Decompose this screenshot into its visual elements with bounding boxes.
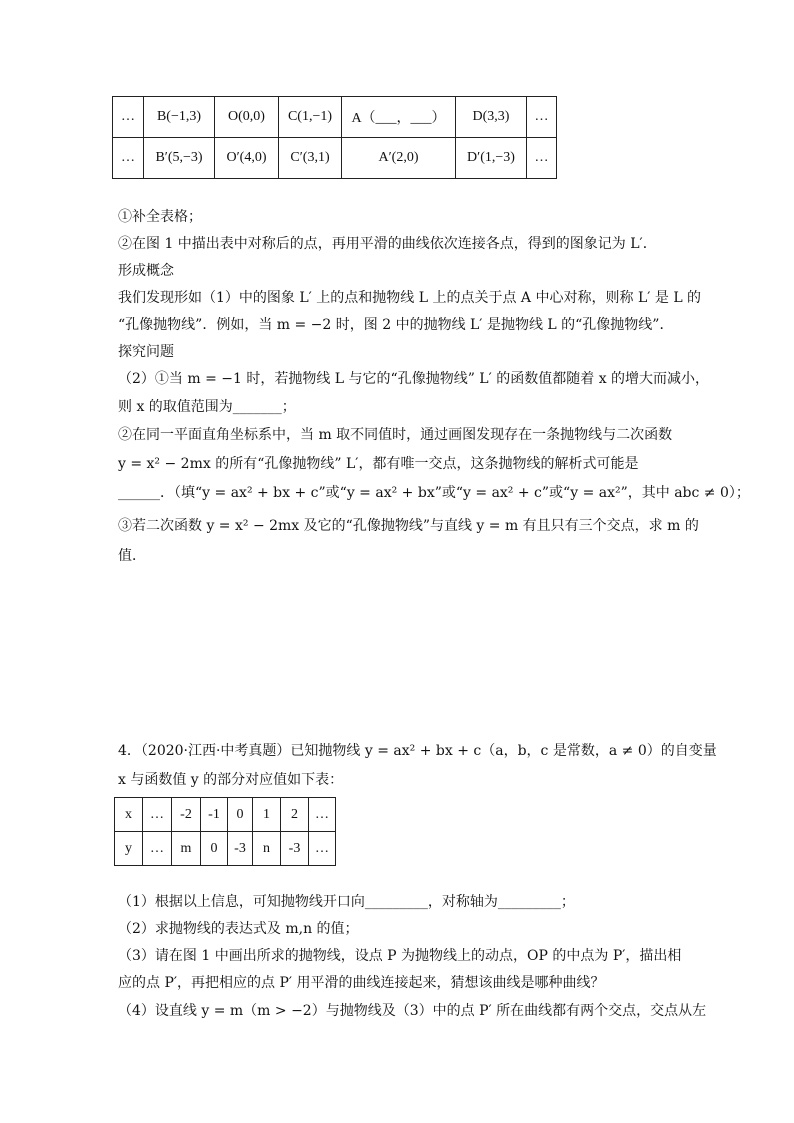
- table-cell: …: [143, 832, 172, 866]
- table-cell: …: [309, 832, 336, 866]
- text-line: ③若二次函数 y = x² − 2mx 及它的“孔像抛物线”与直线 y = m 有且只有三个交点，求 m 的: [118, 518, 699, 534]
- text-line: 我们发现形如（1）中的图象 L′ 上的点和抛物线 L 上的点关于点 A 中心对称，则称 L′ 是 L 的: [118, 290, 702, 306]
- table-cell: -3: [228, 832, 253, 866]
- table-cell: D′(1,−3): [456, 138, 527, 179]
- coordinate-table: [112, 96, 557, 179]
- text-line: y = x² − 2mx 的所有“孔像抛物线” L′，都有唯一交点，这条抛物线的解析式可能是: [118, 456, 639, 472]
- subquestion: （2）求抛物线的表达式及 m,n 的值；: [118, 921, 359, 937]
- table-cell: …: [143, 798, 172, 832]
- text-line: “孔像抛物线”．例如，当 m = −2 时，图 2 中的抛物线 L′ 是抛物线 L 的“孔像抛物线”．: [118, 317, 674, 333]
- table-cell: -1: [201, 798, 228, 832]
- question-stem: 4．（2020·江西·中考真题）已知抛物线 y = ax² + bx + c（a，b，c 是常数，a ≠ 0）的自变量: [118, 743, 717, 759]
- table-cell: O′(4,0): [215, 138, 279, 179]
- text-line: ②在同一平面直角坐标系中，当 m 取不同值时，通过画图发现存在一条抛物线与二次函数: [118, 427, 673, 443]
- table-cell: A（___，___）: [342, 97, 456, 138]
- table-cell: 0: [201, 832, 228, 866]
- value-table: [114, 797, 336, 866]
- table-row: [115, 798, 336, 832]
- table-cell: x: [115, 798, 143, 832]
- table-cell: …: [527, 97, 557, 138]
- table-cell: n: [253, 832, 281, 866]
- section-heading: 形成概念: [118, 263, 174, 279]
- table-cell: -2: [172, 798, 201, 832]
- table-cell: D(3,3): [456, 97, 527, 138]
- table-cell: 1: [253, 798, 281, 832]
- table-cell: C′(3,1): [279, 138, 342, 179]
- table-cell: y: [115, 832, 143, 866]
- text-line: ②在图 1 中描出表中对称后的点，再用平滑的曲线依次连接各点，得到的图象记为 L′．: [118, 236, 657, 252]
- table-cell: 2: [281, 798, 309, 832]
- table-row: [115, 832, 336, 866]
- table-row: [113, 97, 557, 138]
- table-cell: …: [113, 138, 144, 179]
- table-cell: …: [309, 798, 336, 832]
- table-cell: …: [527, 138, 557, 179]
- text-line: 值．: [118, 548, 146, 564]
- text-line: 则 x 的取值范围为_______；: [118, 399, 296, 415]
- subquestion: （1）根据以上信息，可知抛物线开口向_________，对称轴为_________；: [118, 894, 575, 910]
- table-cell: B′(5,−3): [144, 138, 215, 179]
- subquestion: 应的点 P′，再把相应的点 P′ 用平滑的曲线连接起来，猜想该曲线是哪种曲线？: [118, 975, 605, 991]
- question-stem: x 与函数值 y 的部分对应值如下表：: [118, 772, 344, 788]
- text-line: （2）①当 m = −1 时，若抛物线 L 与它的“孔像抛物线” L′ 的函数值都随着 x 的增大而减小，: [118, 371, 710, 387]
- table-cell: C(1,−1): [279, 97, 342, 138]
- text-line: ①补全表格；: [118, 209, 202, 225]
- table-cell: B(−1,3): [144, 97, 215, 138]
- table-cell: m: [172, 832, 201, 866]
- table-row: [113, 138, 557, 179]
- table-cell: 0: [228, 798, 253, 832]
- table-cell: -3: [281, 832, 309, 866]
- table-cell: O(0,0): [215, 97, 279, 138]
- section-heading: 探究问题: [118, 344, 174, 360]
- subquestion: （4）设直线 y = m（m > −2）与抛物线及（3）中的点 P′ 所在曲线都有两个交点，交点从左: [118, 1003, 707, 1019]
- subquestion: （3）请在图 1 中画出所求的抛物线，设点 P 为抛物线上的动点，OP 的中点为 P′，描出相: [118, 948, 682, 964]
- table-cell: A′(2,0): [342, 138, 456, 179]
- text-line: ______．（填“y = ax² + bx + c”或“y = ax² + bx”或“y = ax² + c”或“y = ax²”，其中 abc ≠ 0）；: [118, 485, 750, 501]
- table-cell: …: [113, 97, 144, 138]
